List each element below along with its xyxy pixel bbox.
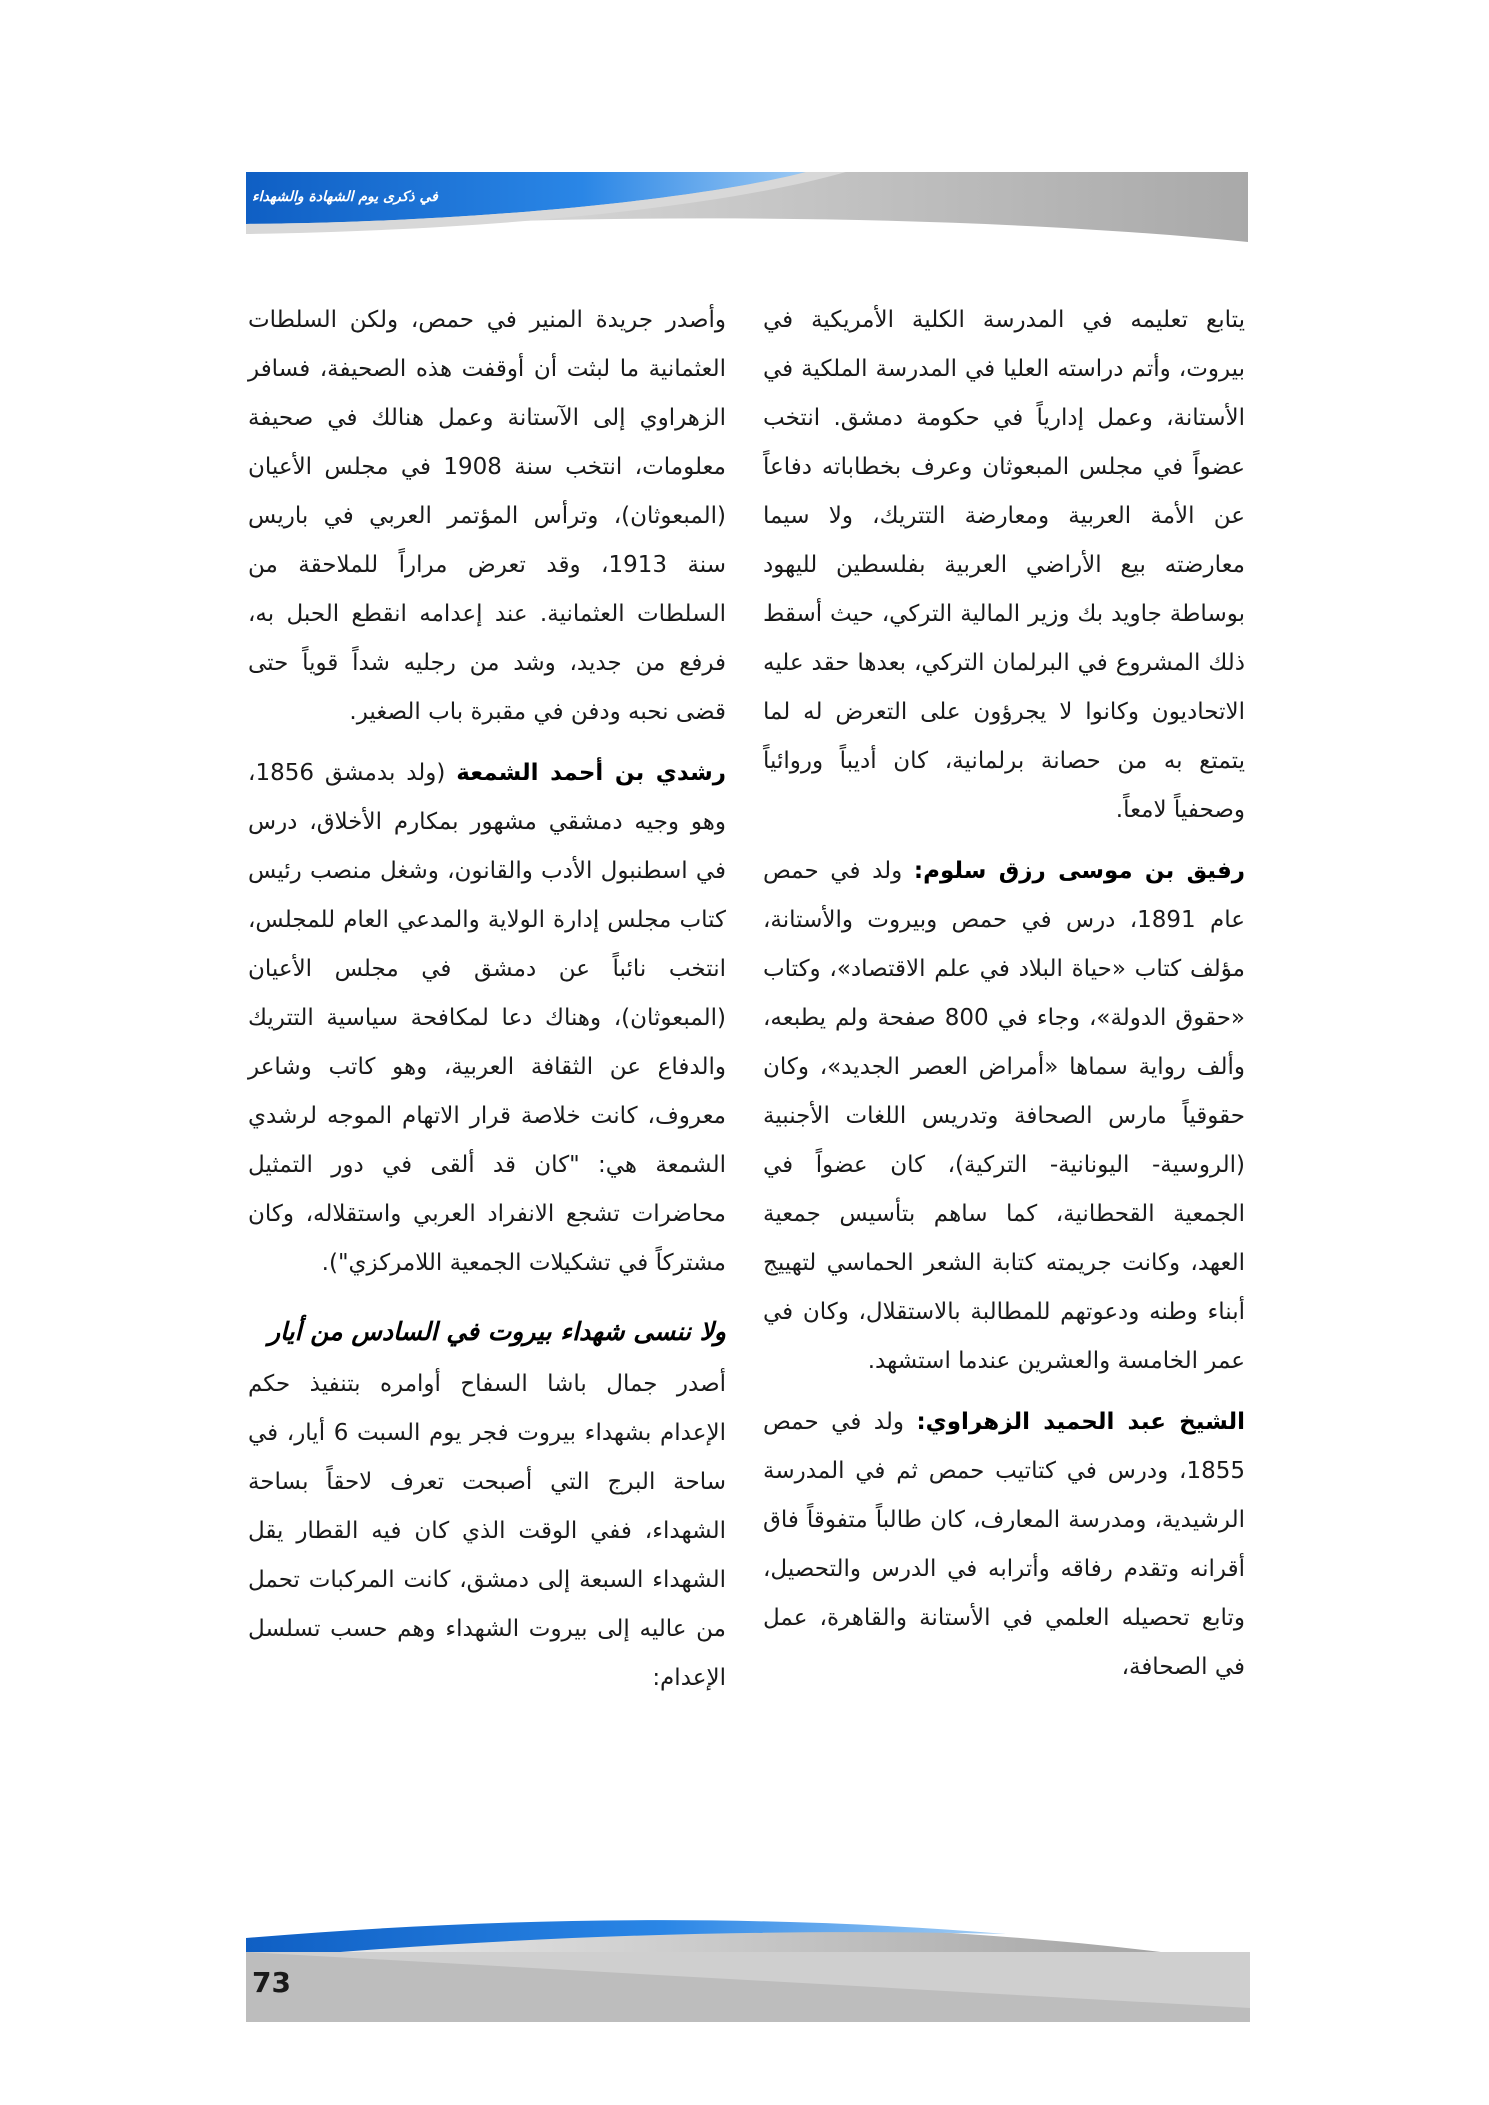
person-name: الشيخ عبد الحميد الزهراوي: (916, 1409, 1246, 1435)
paragraph (763, 847, 1245, 1386)
paragraph (248, 749, 726, 1288)
footer-swoosh-graphic (246, 1912, 1250, 2022)
person-name: رشدي بن أحمد الشمعة (456, 760, 726, 786)
header-title: في ذكرى يوم الشهادة والشهداء (252, 189, 438, 205)
paragraph-text: (ولد بدمشق 1856، وهو وجيه دمشقي مشهور بمكارم الأخلاق، درس في اسطنبول الأدب والقانون، وشغل منصب رئيس كتاب مجلس إدارة الولاية والمدعي العام للمجلس، انتخب نائباً عن دمشق في مجلس الأعيان (المبعوثان)، وهناك دعا لمكافحة سياسية التتريك والدفاع عن الثقافة العربية، وهو كاتب وشاعر معروف، كانت خلاصة قرار الاتهام الموجه لرشدي الشمعة هي: "كان قد ألقى في دور التمثيل محاضرات تشجع الانفراد العربي واستقلاله، وكان مشتركاً في تشكيلات الجمعية اللامركزي"). (248, 760, 726, 1276)
article-column-right (763, 296, 1245, 1704)
paragraph-text: ولد في حمص 1855، ودرس في كتاتيب حمص ثم في المدرسة الرشيدية، ومدرسة المعارف، كان طالباً متفوقاً فاق أقرانه وتقدم رفاقه وأترابه في الدرس والتحصيل، وتابع تحصيله العلمي في الأستانة والقاهرة، عمل في الصحافة، (763, 1409, 1245, 1680)
section-subheading: ولا ننسى شهداء بيروت في السادس من أيار (267, 1317, 726, 1346)
article-column-left (248, 296, 726, 1715)
paragraph-text: ولد في حمص عام 1891، درس في حمص وبيروت والأستانة، مؤلف كتاب «حياة البلاد في علم الاقتصاد»، وكتاب «حقوق الدولة»، وجاء في 800 صفحة ولم يطبعه، وألف رواية سماها «أمراض العصر الجديد»، وكان حقوقياً مارس الصحافة وتدريس اللغات الأجنبية (الروسية- اليونانية- التركية)، كان عضواً في الجمعية القحطانية، كما ساهم بتأسيس جمعية العهد، وكانت جريمته كتابة الشعر الحماسي لتهييج أبناء وطنه ودعوتهم للمطالبة بالاستقلال، وكان في عمر الخامسة والعشرين عندما استشهد. (763, 858, 1245, 1374)
paragraph: يتابع تعليمه في المدرسة الكلية الأمريكية في بيروت، وأتم دراسته العليا في المدرسة الملكية في الأستانة، وعمل إدارياً في حكومة دمشق. انتخب عضواً في مجلس المبعوثان وعرف بخطاباته دفاعاً عن الأمة العربية ومعارضة التتريك، ولا سيما معارضته بيع الأراضي العربية بفلسطين لليهود بوساطة جاويد بك وزير المالية التركي، حيث أسقط ذلك المشروع في البرلمان التركي، بعدها حقد عليه الاتحاديون وكانوا لا يجرؤون على التعرض له لما يتمتع به من حصانة برلمانية، كان أديباً وروائياً وصحفياً لامعاً. (763, 307, 1245, 823)
paragraph: وأصدر جريدة المنير في حمص، ولكن السلطات العثمانية ما لبثت أن أوقفت هذه الصحيفة، فسافر الزهراوي إلى الآستانة وعمل هنالك في صحيفة معلومات، انتخب سنة 1908 في مجلس الأعيان (المبعوثان)، وترأس المؤتمر العربي في باريس سنة 1913، وقد تعرض مراراً للملاحقة من السلطات العثمانية. عند إعدامه انقطع الحبل به، فرفع من جديد، وشد من رجليه شداً قوياً حتى قضى نحبه ودفن في مقبرة باب الصغير. (248, 307, 727, 725)
page-number: 73 (252, 1966, 291, 1999)
paragraph: أصدر جمال باشا السفاح أوامره بتنفيذ حكم الإعدام بشهداء بيروت فجر يوم السبت 6 أيار، في ساحة البرج التي أصبحت تعرف لاحقاً بساحة الشهداء، ففي الوقت الذي كان فيه القطار يقل الشهداء السبعة إلى دمشق، كانت المركبات تحمل من عاليه إلى بيروت الشهداء وهم حسب تسلسل الإعدام: (248, 1371, 726, 1691)
person-name: رفيق بن موسى رزق سلوم: (913, 858, 1245, 884)
paragraph (763, 1398, 1245, 1692)
footer-banner (246, 1912, 1250, 2022)
